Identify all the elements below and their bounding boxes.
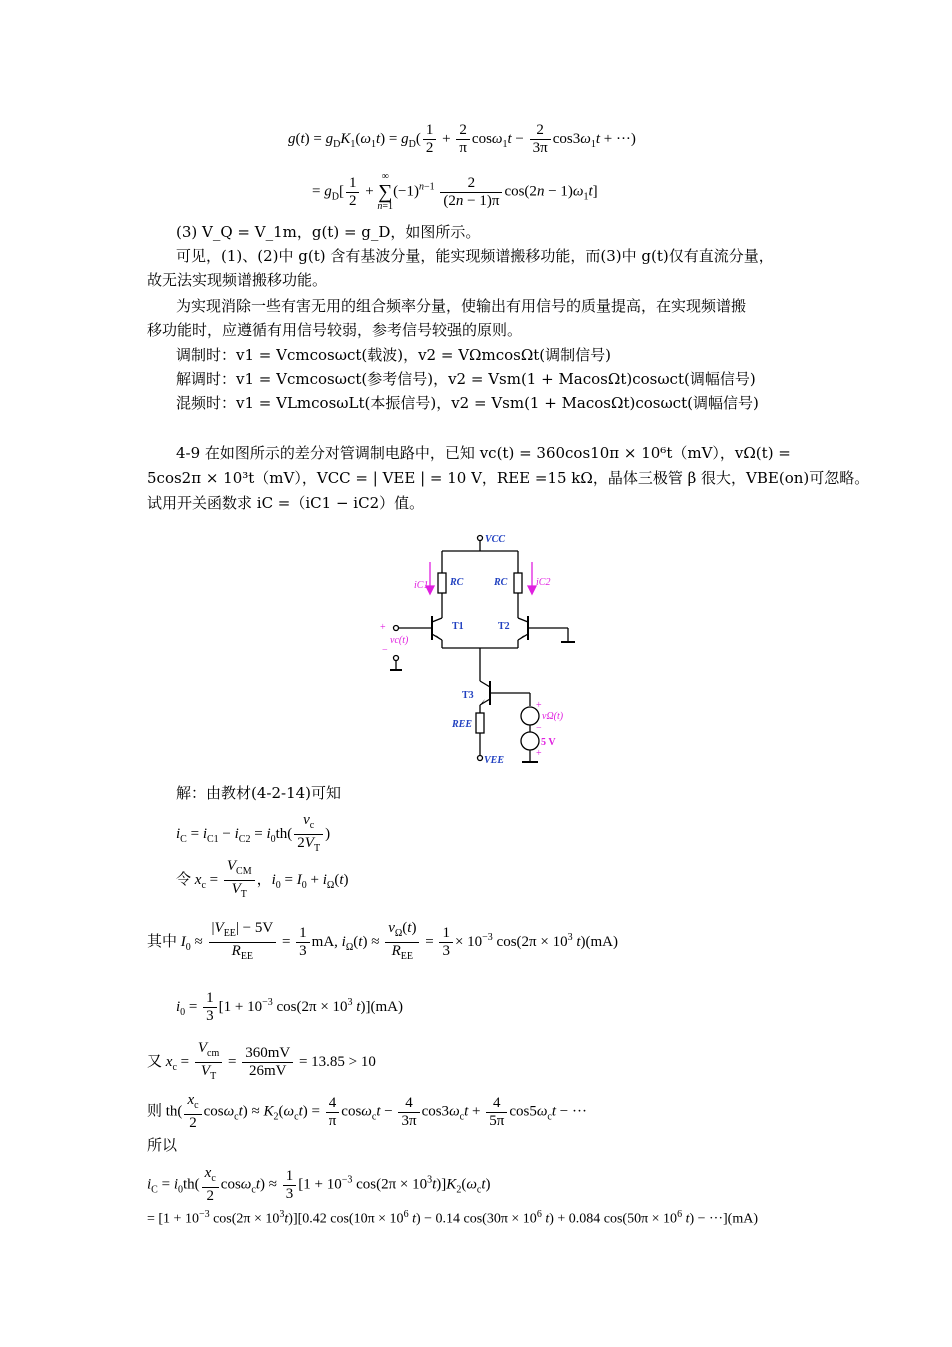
final-equation-line2: = [$1 + 10^{-3}$ $\cos(2\pi \times 10^3t)][0.42$ $\cos(10\pi \times 10^6$ t) − 0.14 $\cos(30\pi \times 10^6$ t) + 0.084 $\cos(50\pi \times 10^6$ t) − ···](mA) <box>147 1209 758 1227</box>
vomega-minus-label: − <box>536 723 542 734</box>
text-demodulation: 解调时：v1 = Vcmcosωct(参考信号)，v2 = Vsm(1 + MacosΩt)cosωct(调幅信号) <box>176 370 756 388</box>
ic2-label: iC2 <box>536 577 551 588</box>
so-label: 所以 <box>147 1136 178 1154</box>
final-equation-line1: $i_C = i_0th$( $\frac{x_c}{2}$ cosω$_c$t) ≈ $\frac{1}{3}$ [$1 + 10^{-3}$ $\cos(2\pi \times 10^3t)]K_2(\omega_ct)$ <box>147 1165 491 1204</box>
vcc-label: VCC <box>485 534 506 545</box>
g-equation-line1: $g(t) = g_DK_1(\omega_1t) = g_D$( $\frac{1}{2}$ + $\frac{2}{\pi}$ cosω$_1$t − $\frac{2}{3\pi}$ $\cos 3\omega_1t$ + ···) <box>288 122 636 156</box>
xc-definition: 令 $x_c$ = $\frac{V_{CM}}{V_T}$ ，$i_0 = I_0 + i_\Omega(t)$ <box>176 858 349 900</box>
solution-intro: 解：由教材(4-2-14)可知 <box>176 784 342 802</box>
i0-equation: $i_0$ = $\frac{1}{3}$ [$1 + 10^{-3}$ $\cos(2\pi \times 10^3$ t)](mA) <box>176 990 403 1024</box>
th-expansion: 则 th( $\frac{x_c}{2}$ $\cos\omega_ct) \approx K_2(\omega_ct)$ = $\frac{4}{\pi}$ cosω$_c$t − $\frac{4}{3\pi}$ $\cos 3\omega_ct$ + $\frac{4}{5\pi}$ $\cos 5\omega_ct$ − ··· <box>147 1092 587 1131</box>
ic1-label: iC1 <box>414 580 429 591</box>
text-modulation: 调制时：v1 = Vcmcosωct(载波)，v2 = VΩmcosΩt(调制信号) <box>176 346 611 364</box>
text-p4b: 故无法实现频谱搬移功能。 <box>147 271 328 289</box>
ree-label: REE <box>452 719 473 730</box>
text-p5b: 移功能时，应遵循有用信号较弱，参考信号较强的原则。 <box>147 321 523 339</box>
five-volt-label: 5 V <box>541 737 556 748</box>
t1-label: T1 <box>452 621 464 632</box>
text-p4a: 可见，(1)、(2)中 g(t) 含有基波分量，能实现频谱搬移功能，而(3)中 g(t)仅有直流分量， <box>176 247 774 265</box>
problem-line3: 试用开关函数求 iC =（iC1 − iC2）值。 <box>147 494 425 512</box>
vomega-label: vΩ(t) <box>542 711 564 722</box>
i0-components: 其中 $I_0$ ≈ $\frac{|V_{EE}| - 5V}{R_{EE}}$ = $\frac{1}{3}$ mA, $i_\Omega(t)$ ≈ $\frac{v_\Omega(t)}{R_{EE}}$ = $\frac{1}{3}$ × $10^{-3}$ $\cos(2\pi \times 10^3$ t)(mA) <box>147 920 618 962</box>
again-prefix: 又 <box>147 1053 163 1070</box>
vc-minus-label: − <box>382 645 388 656</box>
t3-label: T3 <box>462 690 474 701</box>
vc-plus-label: + <box>380 622 386 633</box>
ic-equation: $i_C = i_{C1} - i_{C2} = i_0th$( $\frac{v_c}{2V_T}$ ) <box>176 812 331 854</box>
text-mixing: 混频时：v1 = VLmcosωLt(本振信号)，v2 = Vsm(1 + MacosΩt)cosωct(调幅信号) <box>176 394 759 412</box>
text-p3: (3) V_Q = V_1m，g(t) = g_D，如图所示。 <box>176 223 481 241</box>
differential-pair-circuit <box>370 528 590 773</box>
then-prefix: 则 <box>147 1103 163 1120</box>
let-prefix: 令 <box>176 871 192 888</box>
vc-source-label: vc(t) <box>390 635 409 646</box>
vomega-plus-label: + <box>536 700 542 711</box>
rc-right-label: RC <box>494 577 508 588</box>
g-equation-line2: = $g_D$[ $\frac{1}{2}$ + ∞ ∑ $n=1(-1)^{n-1}$ $\frac{2}{(2n - 1)\pi}$ $\cos(2n - 1)\omega_1t$] <box>312 171 598 212</box>
problem-line2: 5cos2π × 10³t（mV），VCC = | VEE | = 10 V，REE =15 kΩ，晶体三极管 β 很大，VBE(on)可忽略。 <box>147 469 870 487</box>
xc-value: 又 $x_c$ = $\frac{V_{cm}}{V_T}$ = $\frac{360mV}{26mV}$ = 13.85 > 10 <box>147 1040 376 1082</box>
t2-label: T2 <box>498 621 510 632</box>
problem-line1: 4-9 在如图所示的差分对管调制电路中，已知 vc(t) = 360cos10π × 10⁶t（mV），vΩ(t) = <box>176 444 791 462</box>
text-p5a: 为实现消除一些有害无用的组合频率分量，使输出有用信号的质量提高，在实现频谱搬 <box>176 297 747 315</box>
vee-label: VEE <box>484 755 505 766</box>
rc-left-label: RC <box>450 577 464 588</box>
where-prefix: 其中 <box>147 933 178 950</box>
five-volt-plus-label: + <box>536 748 542 759</box>
